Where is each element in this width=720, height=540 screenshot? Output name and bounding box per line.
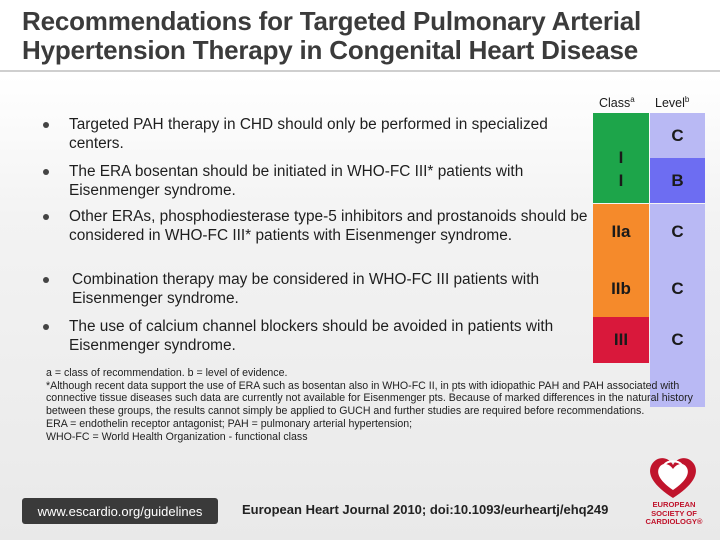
footnote-legend: a = class of recommendation. b = level of evidence.	[46, 367, 288, 379]
class-level-table	[593, 113, 705, 363]
level-cell: B	[650, 158, 705, 203]
website-link[interactable]: www.escardio.org/guidelines	[22, 498, 218, 524]
level-label: C	[671, 278, 684, 298]
table-header	[596, 95, 706, 111]
bullet-icon	[43, 277, 49, 283]
recommendation-text: The use of calcium channel blockers should be avoided in patients with Eisenmenger syndrome.	[69, 318, 554, 354]
recommendation-item	[40, 208, 592, 263]
class-cell: IIa	[593, 204, 649, 260]
recommendation-item	[40, 116, 592, 152]
title-line-1: Recommendations for Targeted Pulmonary Arterial	[22, 6, 642, 36]
class-column-header: Class$^a$	[599, 95, 635, 110]
bullet-icon	[43, 324, 49, 330]
footnotes	[46, 367, 696, 443]
level-column-header: Level$^b$	[655, 95, 690, 110]
title-line-2: Hypertension Therapy in Congenital Heart Disease	[22, 35, 639, 65]
level-label: C	[671, 222, 684, 241]
bullet-icon	[43, 169, 49, 175]
footnote-asterisk: *Although recent data support the use of ERA such as bosentan also in WHO-FC II, in pts with idiopathic PAH and PAH associated with connective tissue diseases such data are currently not available for Eisenmenger pts. Because of marked differences in the natural history between these groups, the results cannot simply be applied to GUCH and further studies are required before recommendations.	[46, 379, 693, 418]
recommendation-text: Targeted PAH therapy in CHD should only be performed in specialized centers.	[69, 116, 548, 152]
recommendation-text: Other ERAs, phosphodiesterase type-5 inhibitors and prostanoids should be considered in WHO-FC III* patients with Eisenmenger syndrome.	[69, 208, 588, 244]
title-divider	[0, 70, 720, 72]
footnote-who-fc: WHO-FC = World Health Organization - functional class	[46, 430, 308, 443]
class-cell: IIb	[593, 260, 649, 317]
bullet-icon	[43, 122, 49, 128]
footnote-abbreviations: ERA = endothelin receptor antagonist; PAH = pulmonary arterial hypertension;	[46, 417, 413, 430]
level-cell: C	[650, 113, 705, 158]
recommendation-text: The ERA bosentan should be initiated in WHO-FC III* patients with Eisenmenger syndrome.	[69, 163, 524, 199]
recommendation-list	[40, 116, 592, 354]
recommendation-item	[40, 163, 592, 199]
esc-logo-text: EUROPEAN SOCIETY OF CARDIOLOGY®	[645, 500, 703, 526]
level-label: C	[671, 330, 684, 349]
class-cell: III	[593, 317, 649, 363]
class-cell: I	[618, 170, 624, 190]
recommendation-item	[40, 318, 592, 354]
journal-citation: European Heart Journal 2010; doi:10.1093/eurheartj/ehq249	[242, 502, 609, 517]
slide-title	[22, 7, 712, 65]
recommendation-item	[40, 271, 592, 307]
recommendation-text: Combination therapy may be considered in WHO-FC III patients with Eisenmenger syndrome.	[72, 271, 540, 307]
bullet-icon	[43, 214, 49, 220]
class-cell: I	[593, 113, 649, 203]
